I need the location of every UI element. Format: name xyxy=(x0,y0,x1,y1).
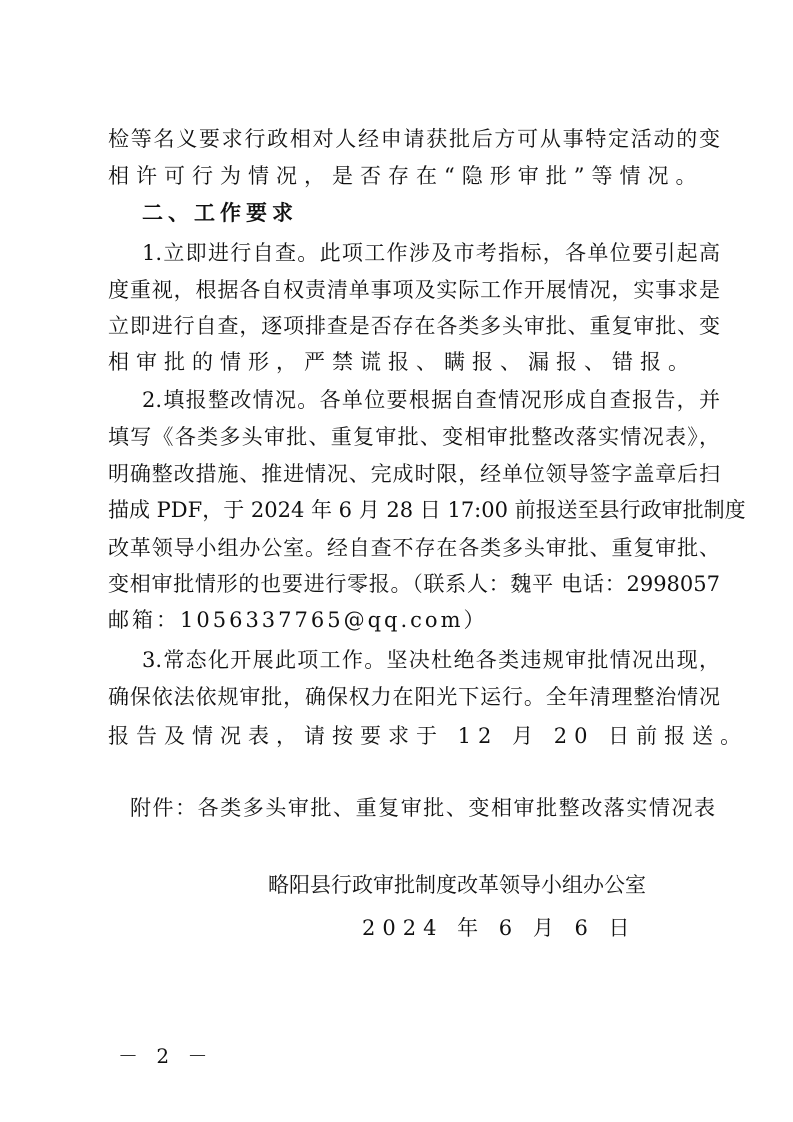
item-1-line: 立即进行自查，逐项排查是否存在各类多头审批、重复审批、变 xyxy=(108,314,720,338)
page-number: － 2 － xyxy=(118,1044,214,1068)
item-2-line: 改革领导小组办公室。经自查不存在各类多头审批、重复审批、 xyxy=(108,536,720,560)
item-1-line: 度重视，根据各自权责清单事项及实际工作开展情况，实事求是 xyxy=(108,278,720,302)
item-3-line: 确保依法依规审批，确保权力在阳光下运行。全年清理整治情况 xyxy=(108,685,720,709)
section-heading: 二、工作要求 xyxy=(142,201,298,225)
issue-date: 2024 年 6 月 6 日 xyxy=(362,916,637,940)
item-2-line: 填写《各类多头审批、重复审批、变相审批整改落实情况表》， xyxy=(108,425,720,449)
item-2-line: 描成 PDF，于 2024 年 6 月 28 日 17:00 前报送至县行政审批制度 xyxy=(108,498,746,522)
item-1-line: 1.立即进行自查。此项工作涉及市考指标，各单位要引起高 xyxy=(142,241,720,265)
item-3-line: 报告及情况表，请按要求于 12 月 20 日前报送。 xyxy=(108,724,749,748)
item-1-line: 相审批的情形，严禁谎报、瞒报、漏报、错报。 xyxy=(108,350,696,374)
attachment-note: 附件：各类多头审批、重复审批、变相审批整改落实情况表 xyxy=(130,796,715,820)
item-3-line: 3.常态化开展此项工作。坚决杜绝各类违规审批情况出现， xyxy=(142,648,720,672)
item-2-line: 变相审批情形的也要进行零报。（联系人：魏平 电话：2998057 xyxy=(108,572,720,596)
item-2-line: 2.填报整改情况。各单位要根据自查情况形成自查报告，并 xyxy=(142,388,720,412)
issuer-signature: 略阳县行政审批制度改革领导小组办公室 xyxy=(268,873,646,897)
intro-line: 相许可行为情况，是否存在“隐形审批”等情况。 xyxy=(108,164,704,188)
item-2-line: 邮箱：1056337765@qq.com） xyxy=(108,608,488,632)
item-2-line: 明确整改措施、推进情况、完成时限，经单位领导签字盖章后扫 xyxy=(108,462,720,486)
intro-line: 检等名义要求行政相对人经申请获批后方可从事特定活动的变 xyxy=(108,127,720,151)
